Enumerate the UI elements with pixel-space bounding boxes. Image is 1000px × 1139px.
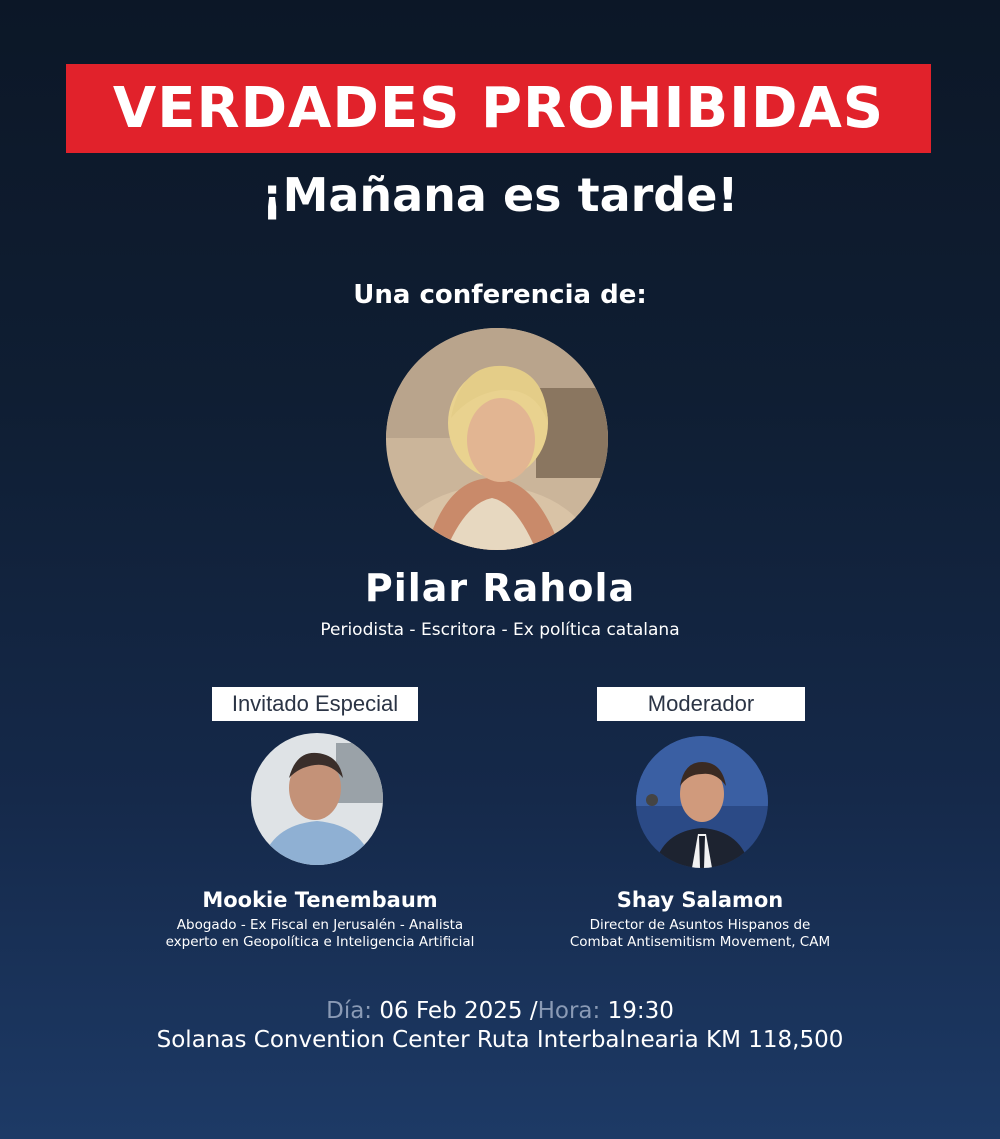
date-time-line xyxy=(0,998,1000,1024)
day-value: 06 Feb 2025 xyxy=(379,998,523,1024)
page-title: VERDADES PROHIBIDAS xyxy=(112,76,885,141)
guest-desc-line-2: experto en Geopolítica e Inteligencia Artificial xyxy=(165,934,475,950)
guest-photo xyxy=(251,733,383,865)
day-label: Día: xyxy=(326,998,373,1024)
guest-desc-line-1: Abogado - Ex Fiscal en Jerusalén - Analista xyxy=(176,917,464,933)
time-label: Hora: xyxy=(537,998,601,1024)
moderator-photo xyxy=(636,736,768,868)
moderator-name: Shay Salamon xyxy=(616,888,784,912)
moderator-desc-line-2: Combat Antisemitism Movement, CAM xyxy=(569,934,831,950)
speaker-photo xyxy=(386,328,608,550)
guest-description xyxy=(140,917,500,951)
moderator-tag: Moderador xyxy=(597,687,805,721)
speaker-name: Pilar Rahola xyxy=(364,566,636,610)
speaker-role: Periodista - Escritora - Ex política catalana xyxy=(320,620,680,640)
guest-tag: Invitado Especial xyxy=(212,687,418,721)
guest-name: Mookie Tenembaum xyxy=(202,888,438,912)
title-banner xyxy=(66,64,931,153)
subtitle: ¡Mañana es tarde! xyxy=(261,168,739,222)
date-separator: / xyxy=(529,998,538,1024)
moderator-description xyxy=(520,917,880,951)
time-value: 19:30 xyxy=(607,998,674,1024)
intro-text: Una conferencia de: xyxy=(353,280,647,310)
moderator-desc-line-1: Director de Asuntos Hispanos de xyxy=(589,917,811,933)
venue: Solanas Convention Center Ruta Interbalnearia KM 118,500 xyxy=(156,1027,844,1053)
